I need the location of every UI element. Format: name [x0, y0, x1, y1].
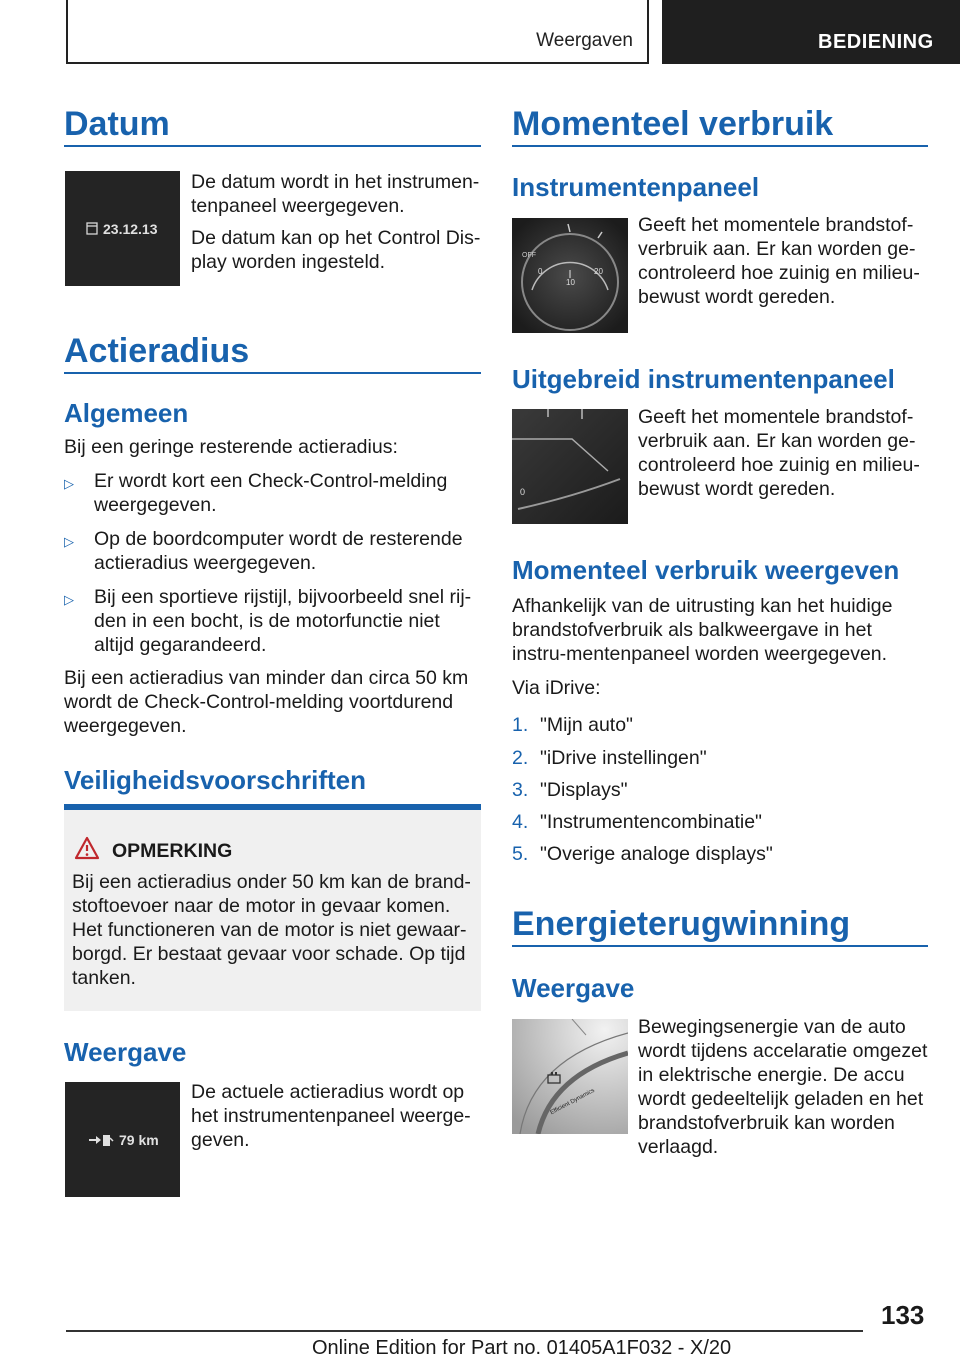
datum-paragraph-1: De datum wordt in het instrumen-tenpaneel weergegeven. [191, 171, 480, 217]
extended-gauge-icon [512, 409, 628, 524]
energie-text-block [512, 1015, 928, 1159]
triangle-bullet-icon: ▷ [64, 476, 74, 491]
step-label: "iDrive instellingen" [540, 747, 707, 769]
weergave-text: De actuele actieradius wordt op het instrumentenpaneel weerge-geven. [191, 1081, 471, 1151]
bullet-item [64, 469, 481, 517]
energie-image-text: Efficient Dynamics [549, 1087, 596, 1117]
step-number: 1. [512, 714, 529, 736]
actieradius-display-image [65, 1082, 180, 1197]
triangle-bullet-icon: ▷ [64, 534, 74, 549]
page-number: 133 [881, 1300, 925, 1330]
energieterugwinning-rule [512, 945, 928, 947]
energieterugwinning-title: Energieterugwinning [512, 905, 851, 943]
datum-image-text: 23.12.13 [103, 221, 158, 237]
datum-title: Datum [64, 105, 170, 143]
instrumentenpaneel-text: Geeft het momentele brandstof-verbruik aan. Er kan worden ge-controleerd hoe zuinig en milieu-bewust wordt gereden. [638, 214, 920, 308]
instrumentenpaneel-gauge-image [512, 218, 628, 333]
step-number: 5. [512, 843, 529, 865]
momenteel-verbruik-rule [512, 145, 928, 147]
warning-label: OPMERKING [112, 840, 233, 862]
uitgebreid-text: Geeft het momentele brandstof-verbruik aan. Er kan worden ge-controleerd hoe zuinig en milieu-bewust wordt gereden. [638, 406, 920, 500]
step-label: "Mijn auto" [540, 714, 633, 736]
step-number: 2. [512, 747, 529, 769]
footer-edition: Online Edition for Part no. 01405A1F032 - X/20 [312, 1337, 732, 1359]
image-float-spacer [512, 1015, 638, 1136]
warning-triangle-icon [74, 836, 100, 860]
actieradius-image-text: 79 km [119, 1132, 159, 1148]
triangle-bullet-icon: ▷ [64, 592, 74, 607]
header-section-label: Weergaven [536, 30, 633, 51]
uitgebreid-gauge-image [512, 409, 628, 524]
step-label: "Displays" [540, 779, 628, 801]
datum-paragraph-2: De datum kan op het Control Dis-play worden ingesteld. [191, 227, 481, 273]
step-number: 3. [512, 779, 529, 801]
step-number: 4. [512, 811, 529, 833]
datum-rule [64, 145, 481, 147]
step-label: "Overige analoge displays" [540, 843, 773, 865]
bullet-text: Bij een sportieve rijstijl, bijvoorbeeld snel rij-den in een bocht, is de motorfunctie niet altijd gegarandeerd. [94, 586, 472, 656]
actieradius-title: Actieradius [64, 332, 250, 370]
gauge-label-off: OFF [522, 252, 536, 259]
energie-weergave-title: Weergave [512, 973, 635, 1003]
gauge-label-zero: 0 [538, 267, 543, 276]
verbruik-weergeven-title: Momenteel verbruik weergeven [512, 555, 900, 585]
warning-text: Bij een actieradius onder 50 km kan de brand-stoftoevoer naar de motor in gevaar komen. Het functioneren van de motor is niet gewaar-borgd. Er bestaat gevaar voor schade. Op tijd tanken. [72, 871, 471, 989]
via-idrive-text: Via iDrive: [512, 677, 601, 699]
gauge-label-twenty: 20 [594, 267, 603, 276]
step-label: "Instrumentencombinatie" [540, 811, 762, 833]
header-frame [66, 0, 649, 64]
header-chapter-tab [662, 0, 960, 64]
bullet-item [64, 585, 481, 657]
extended-gauge-label: 0 [520, 487, 526, 497]
warning-box [64, 804, 481, 1011]
actieradius-outro: Bij een actieradius van minder dan circa 50 km wordt de Check-Control-melding voortdurend weergegeven. [64, 667, 469, 737]
actieradius-rule [64, 372, 481, 374]
algemeen-intro: Bij een geringe resterende actieradius: [64, 436, 398, 458]
uitgebreid-title: Uitgebreid instrumentenpaneel [512, 364, 895, 394]
footer-rule [66, 1330, 863, 1332]
bullet-text: Er wordt kort een Check-Control-melding weergegeven. [94, 470, 448, 516]
gauge-label-ten: 10 [566, 278, 575, 287]
energie-text: Bewegingsenergie van de auto wordt tijdens accelaratie omgezet in elektrische energie. De accu wordt gedeeltelijk geladen en het brandstofverbruik kan worden verlaagd. [638, 1016, 928, 1158]
header-chapter-label: BEDIENING [818, 31, 934, 53]
momenteel-verbruik-title: Momenteel verbruik [512, 105, 834, 143]
veiligheid-title: Veiligheidsvoorschriften [64, 765, 366, 795]
datum-display-image [65, 171, 180, 286]
instrumentenpaneel-title: Instrumentenpaneel [512, 172, 760, 202]
bullet-text: Op de boordcomputer wordt de resterende actieradius weergegeven. [94, 528, 463, 574]
consumption-gauge-icon [512, 218, 628, 333]
algemeen-title: Algemeen [64, 398, 189, 428]
verbruik-weergeven-text: Afhankelijk van de uitrusting kan het huidige brandstofverbruik als balkweergave in het instru-mentenpaneel worden weergegeven. [512, 595, 893, 665]
bullet-item [64, 527, 481, 575]
weergave-title: Weergave [64, 1037, 187, 1067]
